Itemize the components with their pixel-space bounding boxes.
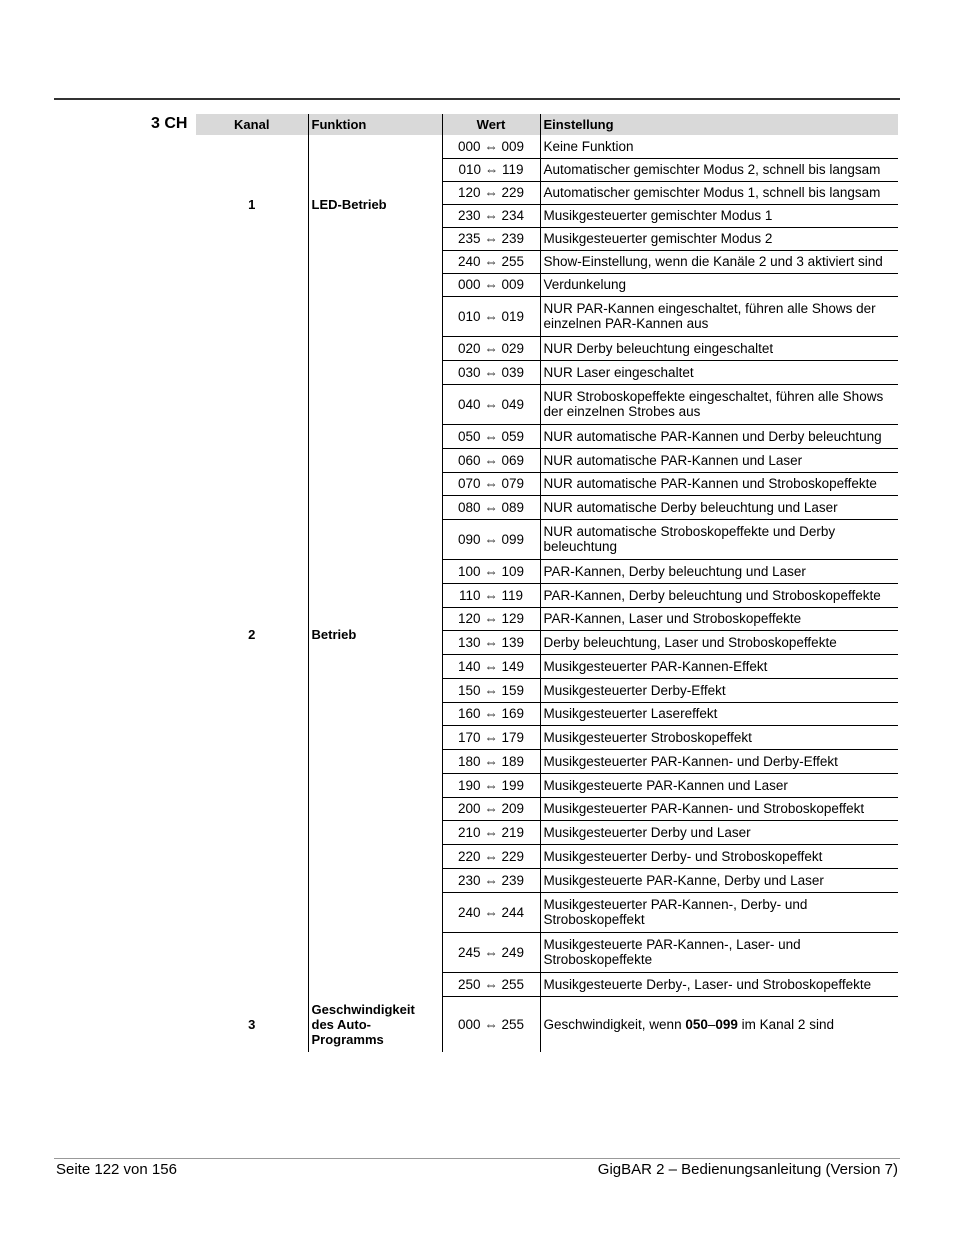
value-range-cell: 210 ⇔ 219 bbox=[442, 820, 540, 844]
value-range-cell: 245 ⇔ 249 bbox=[442, 932, 540, 972]
setting-cell: PAR-Kannen, Derby beleuchtung und Stroboskopeffekte bbox=[540, 583, 898, 607]
channel-function-cell: Betrieb bbox=[308, 273, 442, 996]
header-kanal: Kanal bbox=[196, 114, 308, 135]
setting-text-part: Geschwindigkeit, wenn bbox=[543, 1016, 686, 1032]
setting-cell: PAR-Kannen, Laser und Stroboskopeffekte bbox=[540, 607, 898, 630]
setting-value-emphasis: 099 bbox=[715, 1016, 738, 1032]
value-range-cell: 030 ⇔ 039 bbox=[442, 360, 540, 384]
setting-cell: PAR-Kannen, Derby beleuchtung und Laser bbox=[540, 559, 898, 583]
channel-function-cell: Geschwindigkeit des Auto-Programms bbox=[308, 996, 442, 1052]
value-range-cell: 180 ⇔ 189 bbox=[442, 749, 540, 773]
setting-cell: Musikgesteuerter Derby und Laser bbox=[540, 820, 898, 844]
channel-mode-label: 3 CH bbox=[151, 115, 188, 132]
setting-text-part: im Kanal 2 sind bbox=[737, 1016, 834, 1032]
header-wert: Wert bbox=[442, 114, 540, 135]
setting-cell: Musikgesteuerter Derby- und Stroboskopeffekt bbox=[540, 844, 898, 868]
value-range-cell: 000 ⇔ 009 bbox=[442, 273, 540, 296]
setting-cell: NUR Derby beleuchtung eingeschaltet bbox=[540, 336, 898, 360]
value-range-cell: 010 ⇔ 119 bbox=[442, 158, 540, 181]
setting-cell: Automatischer gemischter Modus 1, schnell bis langsam bbox=[540, 181, 898, 204]
table-header-row bbox=[196, 114, 898, 135]
setting-cell: Musikgesteuerte PAR-Kannen und Laser bbox=[540, 773, 898, 797]
setting-cell bbox=[540, 996, 898, 1052]
setting-cell: Derby beleuchtung, Laser und Stroboskopeffekte bbox=[540, 630, 898, 654]
value-range-cell: 040 ⇔ 049 bbox=[442, 384, 540, 424]
setting-cell: NUR automatische PAR-Kannen und Derby beleuchtung bbox=[540, 424, 898, 448]
setting-cell: Musikgesteuerter gemischter Modus 1 bbox=[540, 204, 898, 227]
value-range-cell: 000 ⇔ 009 bbox=[442, 135, 540, 158]
channel-number-cell: 3 bbox=[248, 1016, 256, 1032]
setting-cell: Musikgesteuerte PAR-Kannen-, Laser- und Stroboskopeffekte bbox=[540, 932, 898, 972]
setting-cell: NUR automatische PAR-Kannen und Laser bbox=[540, 448, 898, 472]
value-range-cell: 110 ⇔ 119 bbox=[442, 583, 540, 607]
setting-cell: Musikgesteuerte Derby-, Laser- und Stroboskopeffekte bbox=[540, 972, 898, 996]
setting-value-emphasis: 050 bbox=[685, 1016, 708, 1032]
value-range-cell: 140 ⇔ 149 bbox=[442, 654, 540, 678]
channel-function-cell: LED-Betrieb bbox=[308, 135, 442, 273]
header-rule bbox=[54, 98, 900, 100]
document-title: GigBAR 2 – Bedienungsanleitung (Version 7) bbox=[597, 1161, 898, 1178]
value-range-cell: 130 ⇔ 139 bbox=[442, 630, 540, 654]
setting-cell: Keine Funktion bbox=[540, 135, 898, 158]
footer-rule bbox=[54, 1158, 900, 1159]
value-range-cell: 070 ⇔ 079 bbox=[442, 472, 540, 495]
setting-cell: NUR automatische PAR-Kannen und Stroboskopeffekte bbox=[540, 472, 898, 495]
setting-cell: Musikgesteuerter PAR-Kannen-Effekt bbox=[540, 654, 898, 678]
value-range-cell: 160 ⇔ 169 bbox=[442, 702, 540, 725]
value-range-cell: 020 ⇔ 029 bbox=[442, 336, 540, 360]
setting-cell: Verdunkelung bbox=[540, 273, 898, 296]
setting-cell: Musikgesteuerter PAR-Kannen- und Stroboskopeffekt bbox=[540, 797, 898, 820]
value-range-cell: 050 ⇔ 059 bbox=[442, 424, 540, 448]
value-range-cell: 100 ⇔ 109 bbox=[442, 559, 540, 583]
setting-cell: Automatischer gemischter Modus 2, schnell bis langsam bbox=[540, 158, 898, 181]
value-range-cell: 230 ⇔ 234 bbox=[442, 204, 540, 227]
value-range-cell: 240 ⇔ 244 bbox=[442, 892, 540, 932]
value-range-cell: 190 ⇔ 199 bbox=[442, 773, 540, 797]
setting-text-part: – bbox=[707, 1016, 716, 1032]
value-range-cell: 120 ⇔ 129 bbox=[442, 607, 540, 630]
page-number: Seite 122 von 156 bbox=[56, 1161, 177, 1178]
setting-cell: Musikgesteuerter Derby-Effekt bbox=[540, 678, 898, 702]
setting-cell: NUR Laser eingeschaltet bbox=[540, 360, 898, 384]
setting-cell: NUR PAR-Kannen eingeschaltet, führen alle Shows der einzelnen PAR-Kannen aus bbox=[540, 296, 898, 336]
value-range-cell: 060 ⇔ 069 bbox=[442, 448, 540, 472]
channel-number-cell: 1 bbox=[248, 196, 256, 212]
setting-cell: Musikgesteuerter PAR-Kannen- und Derby-Effekt bbox=[540, 749, 898, 773]
value-range-cell: 010 ⇔ 019 bbox=[442, 296, 540, 336]
table-body bbox=[196, 135, 898, 1052]
value-range-cell: 240 ⇔ 255 bbox=[442, 250, 540, 273]
channel-number-cell: 2 bbox=[248, 627, 256, 642]
setting-cell: Musikgesteuerter PAR-Kannen-, Derby- und Stroboskopeffekt bbox=[540, 892, 898, 932]
table-row bbox=[196, 273, 898, 296]
setting-cell: Musikgesteuerter Lasereffekt bbox=[540, 702, 898, 725]
setting-cell: Musikgesteuerter Stroboskopeffekt bbox=[540, 725, 898, 749]
table-row bbox=[196, 996, 898, 1052]
setting-cell: Show-Einstellung, wenn die Kanäle 2 und 3 aktiviert sind bbox=[540, 250, 898, 273]
setting-cell: Musikgesteuerter gemischter Modus 2 bbox=[540, 227, 898, 250]
header-einstellung: Einstellung bbox=[540, 114, 898, 135]
value-range-cell: 250 ⇔ 255 bbox=[442, 972, 540, 996]
value-range-cell: 150 ⇔ 159 bbox=[442, 678, 540, 702]
setting-cell: Musikgesteuerte PAR-Kanne, Derby und Laser bbox=[540, 868, 898, 892]
value-range-cell: 170 ⇔ 179 bbox=[442, 725, 540, 749]
setting-cell: NUR automatische Stroboskopeffekte und Derby beleuchtung bbox=[540, 519, 898, 559]
header-funktion: Funktion bbox=[308, 114, 442, 135]
value-range-cell: 000 ⇔ 255 bbox=[442, 996, 540, 1052]
dmx-channel-table bbox=[196, 114, 898, 1052]
value-range-cell: 120 ⇔ 229 bbox=[442, 181, 540, 204]
value-range-cell: 080 ⇔ 089 bbox=[442, 495, 540, 519]
value-range-cell: 200 ⇔ 209 bbox=[442, 797, 540, 820]
table-row bbox=[196, 135, 898, 158]
value-range-cell: 235 ⇔ 239 bbox=[442, 227, 540, 250]
value-range-cell: 220 ⇔ 229 bbox=[442, 844, 540, 868]
value-range-cell: 230 ⇔ 239 bbox=[442, 868, 540, 892]
value-range-cell: 090 ⇔ 099 bbox=[442, 519, 540, 559]
setting-cell: NUR automatische Derby beleuchtung und Laser bbox=[540, 495, 898, 519]
setting-cell: NUR Stroboskopeffekte eingeschaltet, führen alle Shows der einzelnen Strobes aus bbox=[540, 384, 898, 424]
